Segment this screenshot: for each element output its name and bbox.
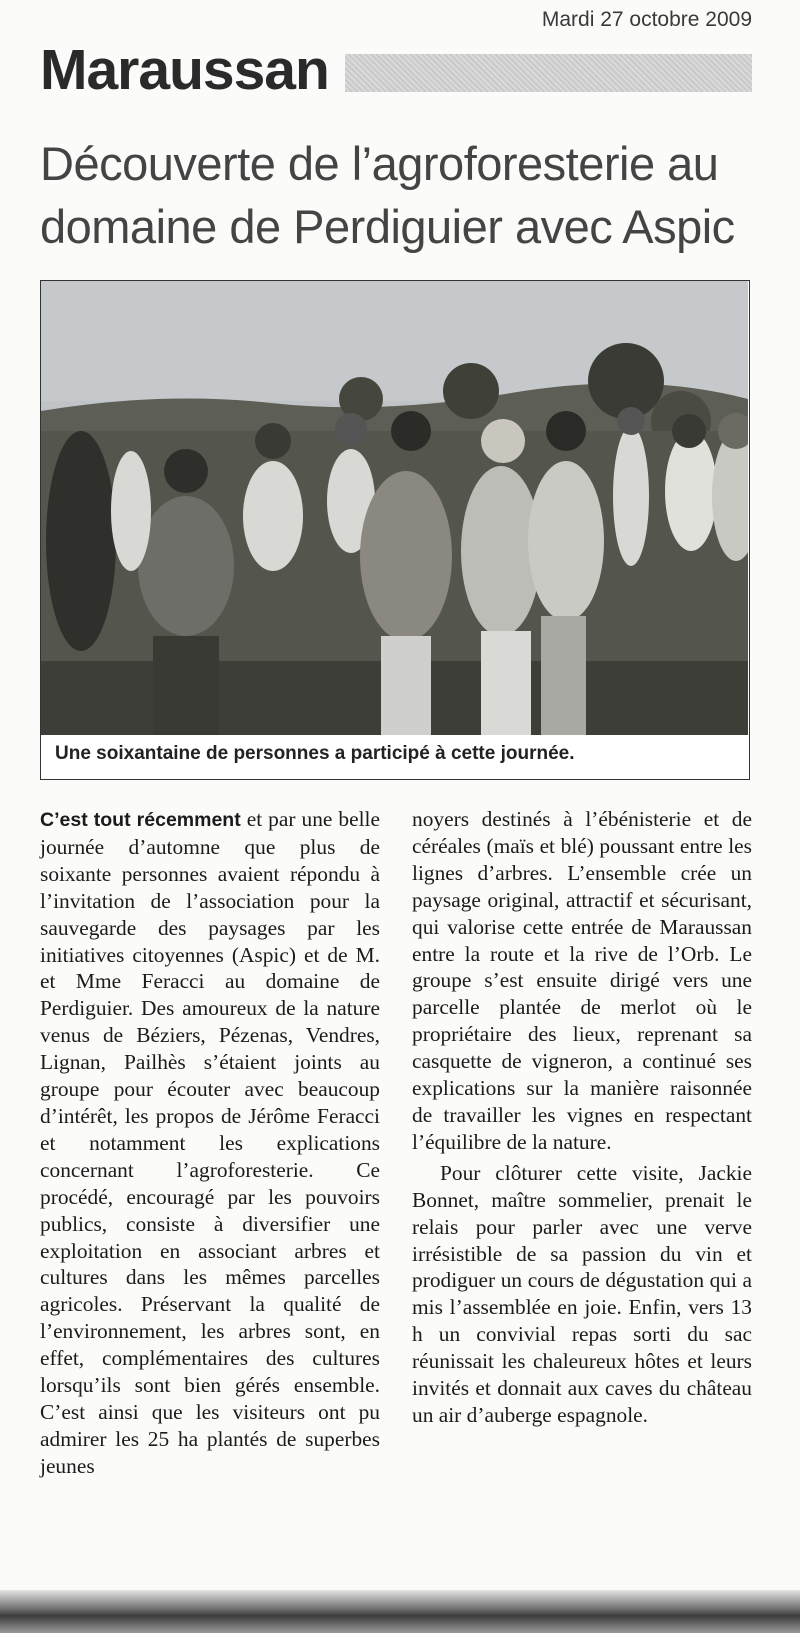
section-header	[40, 37, 752, 102]
article-photo	[41, 281, 748, 735]
scan-edge-shadow	[0, 1590, 800, 1633]
article-paragraph: noyers destinés à l’ébénisterie et de céréales (maïs et blé) poussant entre les lignes d’arbres. L’ensemble crée un paysage original, attractif et sécurisant, qui valorise cette entrée de Maraussan entre la route et la rive de l’Orb. Le groupe s’est ensuite dirigé vers une parcelle plantée de merlot où le propriétaire des lieux, reprenant sa casquette de vigneron, a continué ses explications sur la manière raisonnée de travailler les vignes en respectant l’équilibre de la nature.	[412, 807, 752, 1154]
photo-caption: Une soixantaine de personnes a participé à cette journée.	[55, 743, 575, 764]
article-paragraph: Pour clôturer cette visite, Jackie Bonnet, maître sommelier, prenait le relais pour parler avec une verve irrésistible de sa passion du vin et prodiguer un cours de dégustation qui a mis l’assemblée en joie. Enfin, vers 13 h un convivial repas sorti du sac réunissait les chaleureux hôtes et leurs invités et donnait aux caves du château un air d’auberge espagnole.	[412, 1160, 752, 1427]
article-column-left	[40, 806, 380, 1480]
article-paragraph	[40, 806, 380, 1480]
section-title: Maraussan	[40, 37, 329, 102]
article-headline: Découverte de l’agroforesterie au domaine de Perdiguier avec Aspic	[40, 137, 735, 253]
photo-frame	[40, 280, 750, 780]
section-divider-bar	[345, 54, 752, 92]
paragraph-text: et par une belle journée d’automne que plus de soixante personnes avaient répondu à l’invitation de l’association pour la sauvegarde des paysages par les initiatives citoyennes (Aspic) et de M. et Mme Feracci au domaine de Perdiguier. Des amoureux de la nature venus de Béziers, Pézenas, Vendres, Lignan, Pailhès s’étaient joints au groupe pour écouter avec beaucoup d’intérêt, les propos de Jérôme Feracci et notamment les explications concernant l’agroforesterie. Ce procédé, encouragé par les pouvoirs publics, consiste à diversifier une exploitation en associant arbres et cultures dans les mêmes parcelles agricoles. Préservant la qualité de l’environnement, les arbres sont, en effet, complémentaires des cultures lorsqu’ils sont bien gérés ensemble. C’est ainsi que les visiteurs ont pu admirer les 25 ha plantés de superbes jeunes	[40, 807, 380, 1478]
lead-in: C’est tout récemment	[40, 809, 241, 831]
issue-date: Mardi 27 octobre 2009	[541, 8, 752, 31]
article-column-right	[412, 806, 752, 1429]
